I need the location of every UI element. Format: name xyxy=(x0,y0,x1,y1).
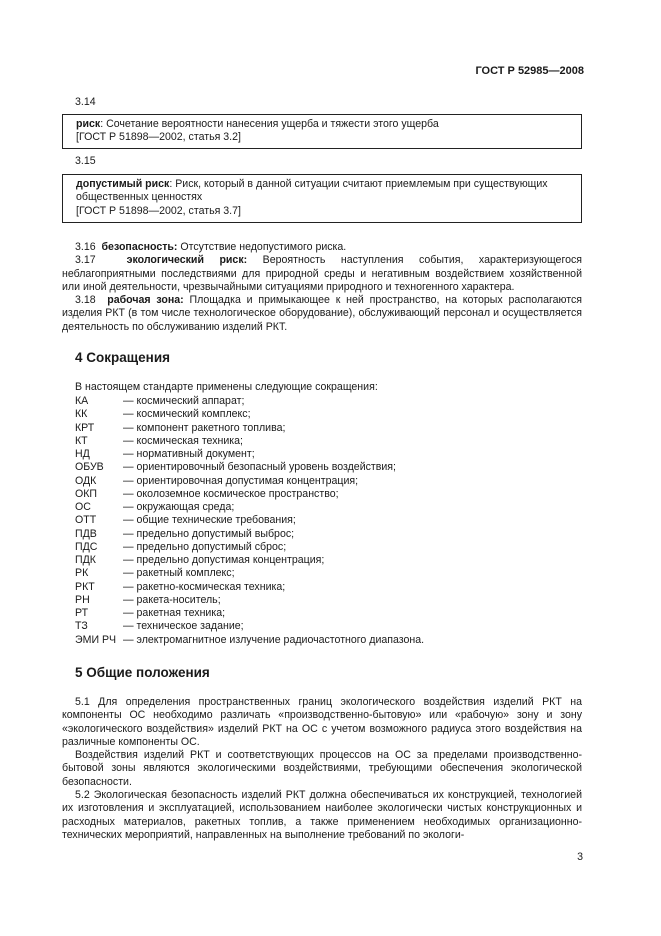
abbreviation-row xyxy=(75,554,424,567)
paragraph-5-1-cont: Воздействия изделий РКТ и соответствующих процессов на ОС за пределами производственно-бытовой зоны являются экологическими воздействиями, требующими обеспечения экологической безопасности. xyxy=(62,749,582,788)
clause-number: 3.18 xyxy=(75,294,96,307)
paragraph-5-1: 5.1 Для определения пространственных границ экологического воздействия изделий РКТ на компоненты ОС необходимо различать «производственно-бытовую» или «рабочую» зону и зону «экологического воздействия» изделий РКТ на ОС с учетом возможного радиуса этого воздействия на различные компоненты ОС. xyxy=(62,696,582,748)
abbreviation-description: — электромагнитное излучение радиочастотного диапазона. xyxy=(123,633,425,646)
abbreviation-description: — ракета-носитель; xyxy=(123,593,221,606)
abbreviation-row xyxy=(75,461,424,474)
definition-reference: [ГОСТ Р 51898—2002, статья 3.2] xyxy=(76,131,241,144)
abbreviation-code: ОС xyxy=(75,501,91,513)
definition-3-17 xyxy=(62,254,582,294)
abbreviation-code: ОБУВ xyxy=(75,461,104,474)
abbreviation-row xyxy=(75,594,424,607)
abbreviation-code: ОДК xyxy=(75,474,97,487)
abbreviation-code: КА xyxy=(75,395,89,407)
term-risk: риск xyxy=(76,118,101,130)
abbreviation-code: ОКП xyxy=(75,487,98,500)
abbreviation-row xyxy=(75,634,424,647)
abbreviation-row xyxy=(75,475,424,488)
abbreviation-description: — ракетная техника; xyxy=(123,607,226,619)
abbreviation-code: ПДК xyxy=(75,554,96,566)
abbreviation-row xyxy=(75,488,424,501)
abbreviation-row xyxy=(75,408,424,421)
abbreviation-description: — компонент ракетного топлива; xyxy=(123,421,286,434)
definition-text xyxy=(76,118,573,131)
abbreviation-code: НД xyxy=(75,448,90,460)
abbreviation-description: — общие технические требования; xyxy=(123,514,296,527)
definition-3-18 xyxy=(62,294,582,334)
abbreviation-description: — ракетный комплекс; xyxy=(123,567,235,580)
definition-body: : Сочетание вероятности нанесения ущерба и тяжести этого ущерба xyxy=(100,118,439,130)
abbreviation-description: — ориентировочная допустимая концентрация; xyxy=(123,474,359,487)
definition-text xyxy=(76,178,573,205)
abbreviation-code: ПДС xyxy=(75,540,98,553)
abbreviation-code: ТЗ xyxy=(75,620,88,633)
term-ecological-risk: экологический риск: xyxy=(126,254,248,267)
abbreviation-description: — ориентировочный безопасный уровень воздействия; xyxy=(123,461,396,474)
abbreviation-row xyxy=(75,528,424,541)
abbreviation-code: КРТ xyxy=(75,421,95,434)
abbreviation-row xyxy=(75,422,424,435)
abbreviation-description: — ракетно-космическая техника; xyxy=(123,580,286,593)
abbreviation-row xyxy=(75,395,424,408)
section-5-body xyxy=(62,696,582,842)
abbreviation-row xyxy=(75,514,424,527)
abbreviation-row xyxy=(75,607,424,620)
abbreviations-intro: В настоящем стандарте применены следующие сокращения: xyxy=(75,381,378,393)
abbreviation-description: — предельно допустимый сброс; xyxy=(123,540,287,553)
abbreviation-description: — космический комплекс; xyxy=(123,408,251,421)
clause-number: 3.17 xyxy=(75,254,96,267)
abbreviation-row xyxy=(75,501,424,514)
abbreviation-code: ПДВ xyxy=(75,527,97,540)
definition-reference: [ГОСТ Р 51898—2002, статья 3.7] xyxy=(76,204,241,217)
abbreviation-code: КК xyxy=(75,408,88,421)
abbreviation-code: РК xyxy=(75,567,89,580)
paragraph-5-2: 5.2 Экологическая безопасность изделий РКТ должна обеспечиваться их конструкцией, технологией их изготовления и эксплуатацией, использованием наиболее экологически чистых конструкционных и расходных материалов, ракетных топлив, а также применением необходимых организационно-технических мероприятий, направленных на выполнение требований по экологи- xyxy=(62,789,582,841)
abbreviation-code: РН xyxy=(75,593,90,606)
abbreviation-row xyxy=(75,620,424,633)
abbreviation-description: — околоземное космическое пространство; xyxy=(123,487,339,500)
abbreviation-row xyxy=(75,435,424,448)
abbreviation-description: — нормативный документ; xyxy=(123,448,255,460)
abbreviation-row xyxy=(75,448,424,461)
abbreviation-code: КТ xyxy=(75,434,88,447)
clause-number-3-15: 3.15 xyxy=(75,155,96,167)
section-4-heading: 4 Сокращения xyxy=(75,350,170,365)
abbreviation-row xyxy=(75,541,424,554)
abbreviation-code: РТ xyxy=(75,607,89,619)
abbreviation-code: ЭМИ РЧ xyxy=(75,633,117,646)
abbreviation-description: — космическая техника; xyxy=(123,434,243,447)
section-5-heading: 5 Общие положения xyxy=(75,665,210,680)
abbreviation-description: — космический аппарат; xyxy=(123,395,245,407)
term-acceptable-risk: допустимый риск xyxy=(76,178,170,190)
abbreviation-code: РКТ xyxy=(75,580,95,593)
abbreviation-code: ОТТ xyxy=(75,514,97,527)
definition-box-risk xyxy=(62,114,582,149)
term-work-zone: рабочая зона: xyxy=(107,294,184,307)
clause-number: 3.16 xyxy=(75,241,96,253)
abbreviation-description: — предельно допустимая концентрация; xyxy=(123,554,325,566)
abbreviation-description: — техническое задание; xyxy=(123,620,244,633)
definitions-block xyxy=(62,241,582,334)
definition-body: Вероятность наступления события, характеризующегося неблагоприятными последствиями для природной среды и негативным воздействием хозяйственной или иной деятельности, чрезвычайными ситуациями природного и техногенного характера. xyxy=(62,254,583,293)
definition-3-16 xyxy=(62,241,582,254)
page-number: 3 xyxy=(577,851,583,863)
abbreviation-description: — окружающая среда; xyxy=(123,501,235,513)
definition-body: Отсутствие недопустимого риска. xyxy=(177,241,347,253)
abbreviations-list xyxy=(75,395,424,647)
abbreviation-description: — предельно допустимый выброс; xyxy=(123,527,295,540)
standard-header: ГОСТ Р 52985—2008 xyxy=(475,65,584,77)
definition-box-acceptable-risk xyxy=(62,174,582,223)
definition-body: : Риск, который в данной ситуации считают приемлемым при существующих общественных ценностях xyxy=(76,178,548,204)
clause-number-3-14: 3.14 xyxy=(75,96,96,108)
abbreviation-row xyxy=(75,567,424,580)
term-safety: безопасность: xyxy=(101,241,178,253)
definition-body: Площадка и примыкающее к ней пространство, на которых располагаются изделия РКТ (в том числе технологическое оборудование), обслуживающий персонал и осуществляется деятельность по обслуживанию изделий РКТ. xyxy=(62,294,582,333)
abbreviation-row xyxy=(75,581,424,594)
